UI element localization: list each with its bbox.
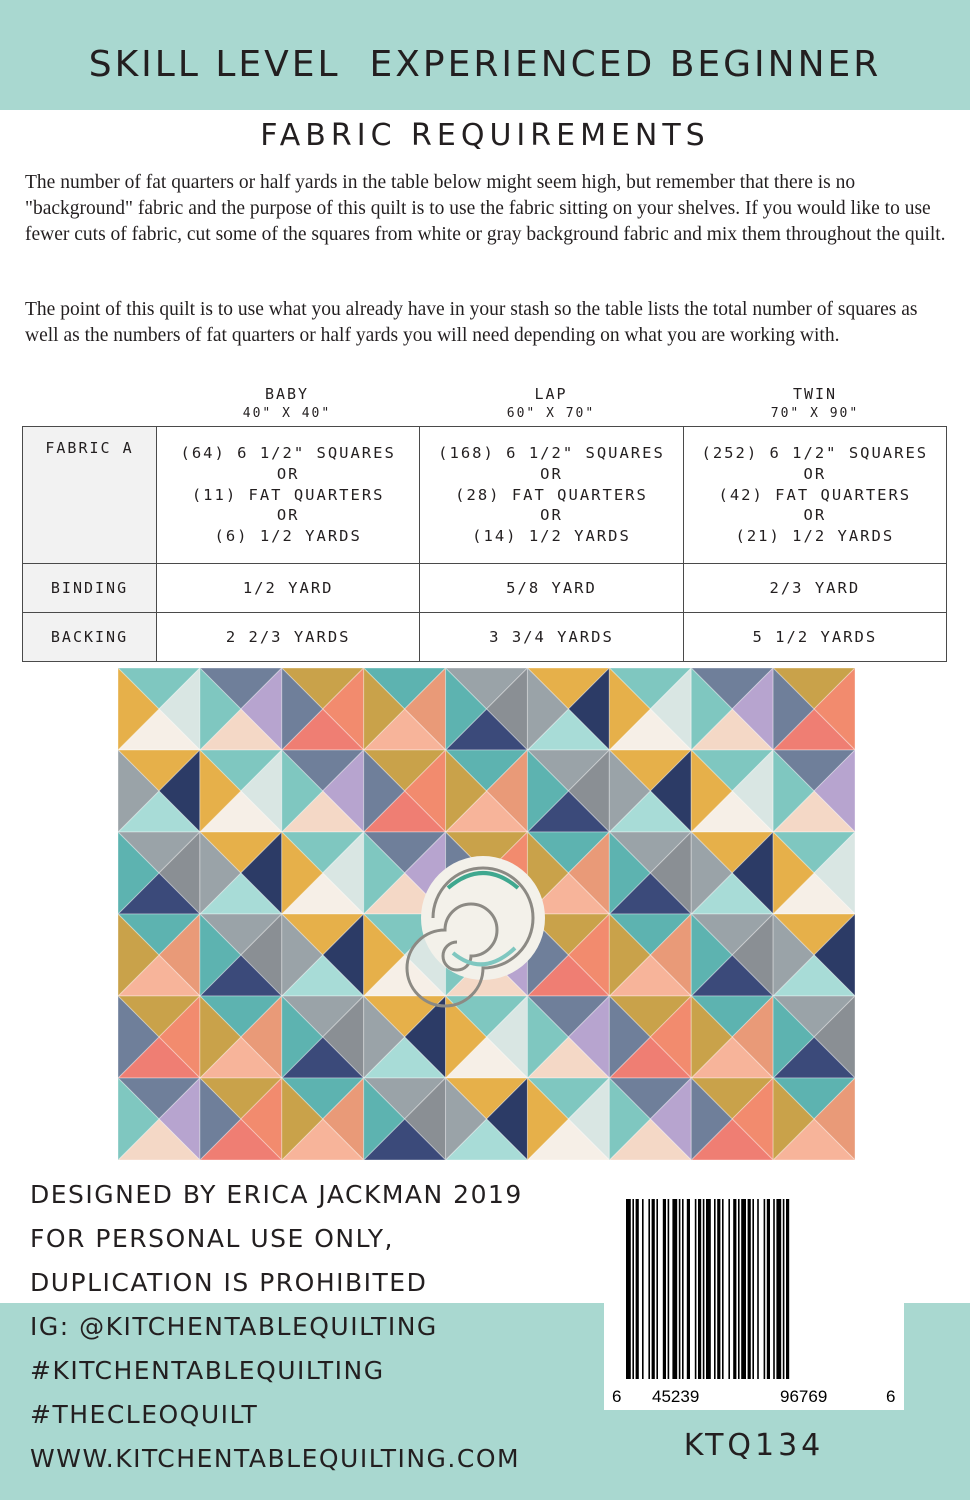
cell-line: OR	[276, 506, 300, 525]
stash-paragraph: The point of this quilt is to use what you already have in your stash so the table lists the total number of squares as well as the numbers of fat quarters or half yards you will need depending on what you are working with.	[25, 299, 918, 346]
column-header-twin	[683, 384, 947, 424]
barcode-bar	[767, 1199, 770, 1379]
barcode-bar	[733, 1199, 736, 1379]
cell-line: OR	[276, 464, 300, 483]
barcode-bar	[672, 1199, 677, 1379]
row-label-backing: BACKING	[23, 613, 157, 662]
cell-baby-fabric-a	[157, 427, 420, 564]
table-row	[23, 564, 947, 613]
barcode-bar	[714, 1199, 716, 1379]
barcode-bar	[741, 1199, 746, 1379]
cell-baby-backing: 2 2/3 YARDS	[157, 613, 420, 662]
barcode-bar	[663, 1199, 666, 1379]
fabric-requirements-title: FABRIC REQUIREMENTS	[260, 118, 710, 153]
cell-line: OR	[803, 464, 827, 483]
row-label-fabric-a: FABRIC A	[23, 427, 157, 564]
barcode-bar	[757, 1199, 759, 1379]
barcode-bar	[728, 1199, 730, 1379]
barcode-bar	[717, 1199, 720, 1379]
column-name: TWIN	[792, 385, 838, 403]
cell-lap-fabric-a	[420, 427, 683, 564]
cell-lap-backing: 3 3/4 YARDS	[420, 613, 683, 662]
barcode-bar	[752, 1199, 754, 1379]
barcode-bar	[773, 1199, 775, 1379]
barcode-bar	[626, 1199, 631, 1379]
barcode-bar	[783, 1199, 785, 1379]
duplication-notice: DUPLICATION IS PROHIBITED	[30, 1268, 428, 1297]
cell-line: (21) 1/2 YARDS	[735, 527, 895, 546]
column-header-lap	[419, 384, 683, 424]
designer-credit: DESIGNED BY ERICA JACKMAN 2019	[30, 1180, 523, 1209]
website-url: WWW.KITCHENTABLEQUILTING.COM	[30, 1444, 521, 1473]
table-row	[23, 613, 947, 662]
barcode-bar	[703, 1199, 705, 1379]
barcode-bar	[682, 1199, 684, 1379]
cell-line: (64) 6 1/2" SQUARES	[180, 444, 396, 462]
barcode-bar	[748, 1199, 751, 1379]
column-size: 60" X 70"	[506, 406, 596, 421]
pattern-sku: KTQ134	[683, 1428, 825, 1463]
barcode-digit-check: 6	[886, 1387, 896, 1406]
table-row	[23, 427, 947, 564]
column-size: 70" X 90"	[770, 406, 860, 421]
hashtag-thecleoquilt: #THECLEOQUILT	[30, 1400, 259, 1429]
barcode-bar	[679, 1199, 681, 1379]
barcode-bar	[687, 1199, 690, 1379]
barcode-bar	[656, 1199, 658, 1379]
column-size: 40" X 40"	[242, 406, 332, 421]
barcode-bar	[786, 1199, 789, 1379]
barcode-bar	[668, 1199, 670, 1379]
hashtag-kitchentablequilting: #KITCHENTABLEQUILTING	[30, 1356, 385, 1385]
skill-level-heading: SKILL LEVEL EXPERIENCED BEGINNER	[88, 44, 882, 85]
cell-line: (28) FAT QUARTERS	[455, 485, 648, 504]
barcode-bar	[632, 1199, 634, 1379]
cell-line: (14) 1/2 YARDS	[472, 527, 631, 546]
barcode-bar	[738, 1199, 740, 1379]
cell-twin-backing: 5 1/2 YARDS	[683, 613, 946, 662]
barcode-bar	[776, 1199, 781, 1379]
cell-line: OR	[540, 506, 563, 525]
column-name: LAP	[534, 385, 568, 403]
barcode-bar	[648, 1199, 650, 1379]
instagram-handle: IG: @KITCHENTABLEQUILTING	[30, 1312, 438, 1341]
quilt-illustration	[118, 668, 855, 1160]
quilt-photo	[118, 668, 855, 1160]
barcode-bars	[604, 1185, 904, 1385]
fabric-requirements-table	[22, 426, 947, 662]
barcode-bar	[722, 1199, 724, 1379]
cell-twin-binding: 2/3 YARD	[683, 564, 946, 613]
cell-twin-fabric-a	[683, 427, 946, 564]
barcode-digit-lead: 6	[612, 1387, 622, 1406]
cell-line: OR	[540, 464, 563, 483]
row-label-binding: BINDING	[23, 564, 157, 613]
cell-line: (6) 1/2 YARDS	[214, 527, 362, 546]
cell-line: (168) 6 1/2" SQUARES	[438, 444, 665, 462]
barcode-bar	[652, 1199, 655, 1379]
barcode-bar	[695, 1199, 697, 1379]
barcode-bar	[642, 1199, 644, 1379]
cell-baby-binding: 1/2 YARD	[157, 564, 420, 613]
cell-line: OR	[803, 506, 827, 525]
column-name: BABY	[264, 385, 310, 403]
upc-barcode	[604, 1185, 904, 1410]
barcode-digit-group-left: 45239	[652, 1387, 700, 1406]
cell-line: (11) FAT QUARTERS	[191, 485, 385, 504]
barcode-digit-group-right: 96769	[780, 1387, 828, 1406]
cell-lap-binding: 5/8 YARD	[420, 564, 683, 613]
cell-line: (252) 6 1/2" SQUARES	[701, 444, 929, 462]
cell-line: (42) FAT QUARTERS	[718, 485, 912, 504]
barcode-bar	[764, 1199, 766, 1379]
barcode-digits	[604, 1387, 904, 1407]
barcode-bar	[706, 1199, 711, 1379]
personal-use-notice: FOR PERSONAL USE ONLY,	[30, 1224, 394, 1253]
intro-paragraph: The number of fat quarters or half yards in the table below might seem high, but remember that there is no "background" fabric and the purpose of this quilt is to use the fabric sitting on your shelves. If you would like to use fewer cuts of fabric, cut some of the squares from white or gray background fabric and mix them throughout the quilt.	[25, 172, 946, 245]
barcode-bar	[636, 1199, 639, 1379]
column-header-baby	[155, 384, 419, 424]
barcode-bar	[698, 1199, 701, 1379]
